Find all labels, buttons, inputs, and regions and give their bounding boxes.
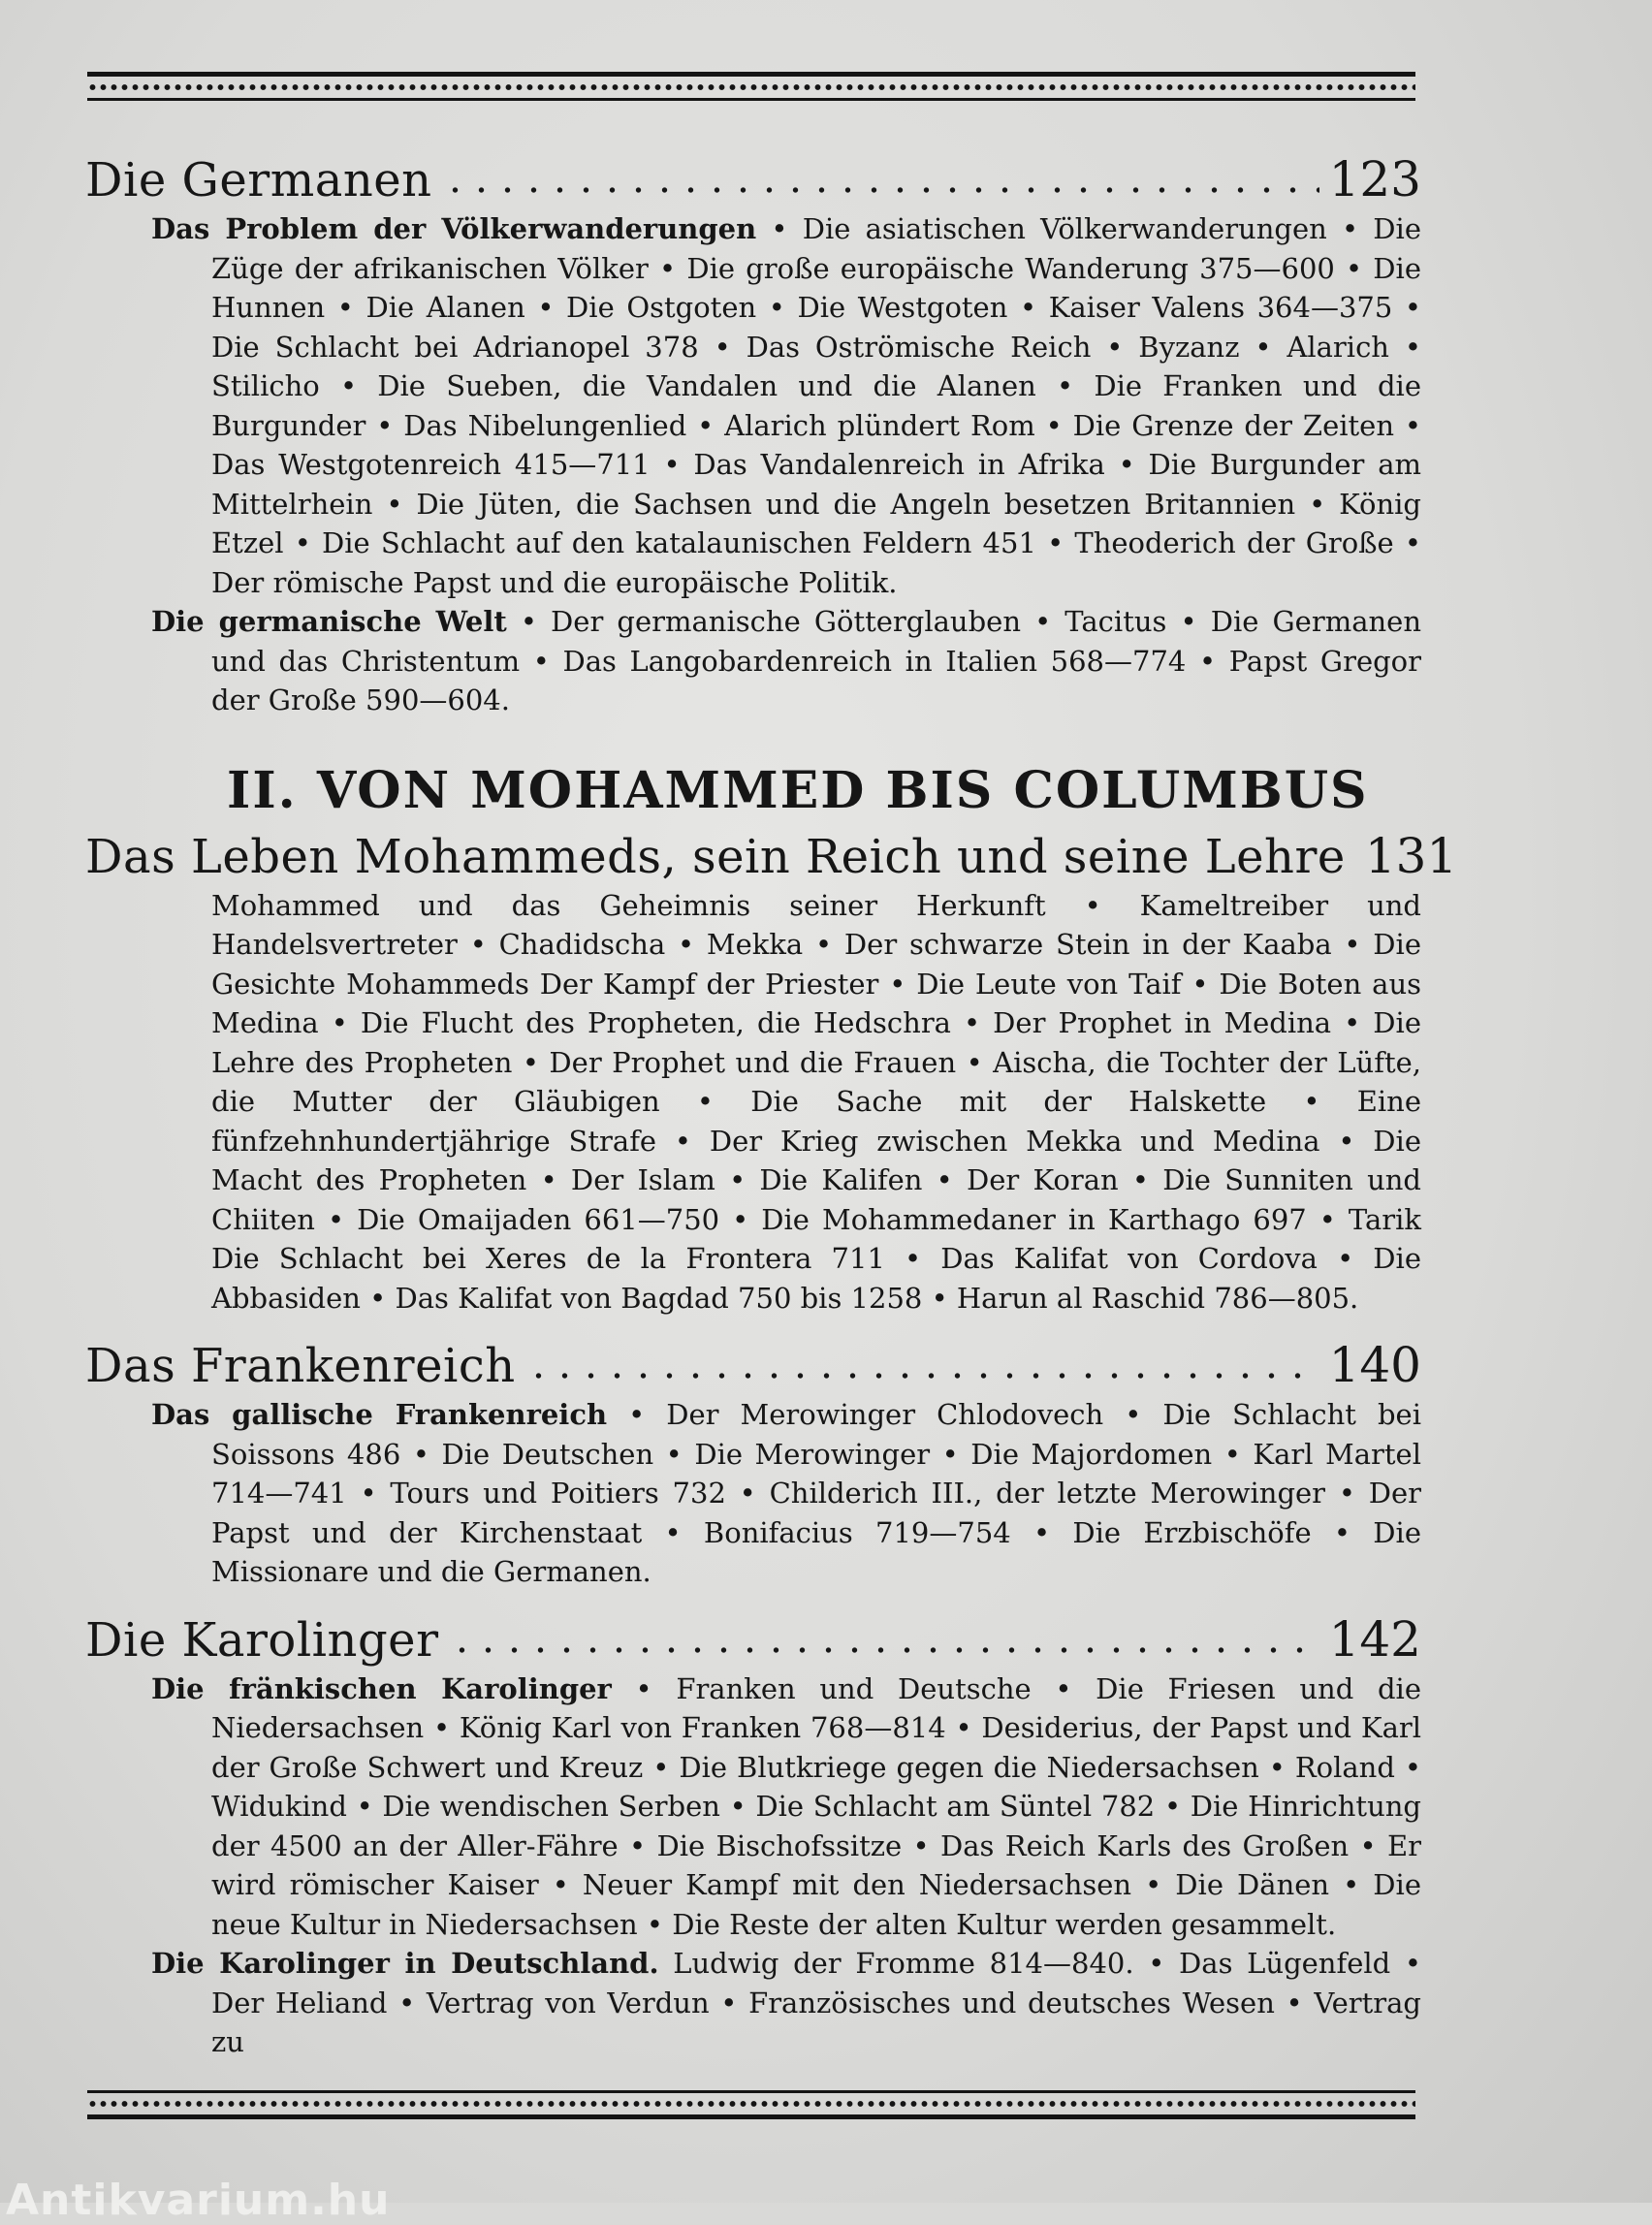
- bottom-rule-thick: [87, 2114, 1415, 2119]
- section-entry: [151, 1944, 1421, 2062]
- top-rule-thick: [87, 72, 1415, 77]
- section-lead: Das gallische Frankenreich: [151, 1398, 608, 1431]
- part-heading: II. VON MOHAMMED BIS COLUMBUS: [227, 760, 1369, 820]
- section-entry: [151, 602, 1421, 720]
- section-text: • Die asiatischen Völkerwanderungen • Die Züge der afrikanischen Völker • Die große europäische Wanderung 375—600 • Die Hunnen • Die Alanen • Die Ostgoten • Die Westgoten • Kaiser Valens 364—375 • Die Schlacht bei Adrianopel 378 • Das Oströmische Reich • Byzanz • Alarich • Stilicho • Die Sueben, die Vandalen und die Alanen • Die Franken und die Burgunder • Das Nibelungenlied • Alarich plündert Rom • Die Grenze der Zeiten • Das Westgotenreich 415—711 • Das Vandalenreich in Afrika • Die Burgunder am Mittelrhein • Die Jüten, die Sachsen und die Angeln besetzen Britannien • König Etzel • Die Schlacht auf den katalaunischen Feldern 451 • Theoderich der Große • Der römische Papst und die europäische Politik.: [211, 212, 1421, 599]
- dot-leader: [449, 1644, 1319, 1656]
- bottom-ornament-band: [87, 2090, 1415, 2123]
- watermark: Antikvarium.hu: [6, 2176, 391, 2225]
- section-entry: [151, 1395, 1421, 1592]
- spacer: [85, 1318, 1421, 1331]
- chapter-page-number: 123: [1328, 151, 1421, 207]
- top-rule-thin: [87, 98, 1415, 101]
- section-lead: Die Karolinger in Deutschland.: [151, 1947, 659, 1980]
- dot-leader: [442, 184, 1319, 196]
- section-lead: Die fränkischen Karolinger: [151, 1671, 612, 1705]
- section-text: • Franken und Deutsche • Die Friesen und die Niedersachsen • König Karl von Franken 768—814 • Desiderius, der Papst und Karl der Große Schwert und Kreuz • Die Blutkriege gegen die Niedersachsen • Roland • Widukind • Die wendischen Serben • Die Schlacht am Süntel 782 • Die Hinrichtung der 4500 an der Aller-Fähre • Die Bischofssitze • Das Reich Karls des Großen • Er wird römischer Kaiser • Neuer Kampf mit den Niedersachsen • Die Dänen • Die neue Kultur in Niedersachsen • Die Reste der alten Kultur werden gesammelt.: [211, 1671, 1421, 1941]
- dot-leader: [525, 1370, 1319, 1382]
- chapter-title: Das Frankenreich: [85, 1339, 516, 1393]
- chapter-heading: [85, 1611, 1421, 1668]
- section-text: Ludwig der Fromme 814—840. • Das Lügenfeld • Der Heliand • Vertrag von Verdun • Französisches und deutsches Wesen • Vertrag zu: [211, 1947, 1421, 2058]
- chapter-page-number: 140: [1328, 1337, 1421, 1393]
- section-text: Mohammed und das Geheimnis seiner Herkunft • Kameltreiber und Handelsvertreter • Chadidscha • Mekka • Der schwarze Stein in der Kaaba • Die Gesichte Mohammeds Der Kampf der Priester • Die Leute von Taif • Die Boten aus Medina • Die Flucht des Propheten, die Hedschra • Der Prophet in Medina • Die Lehre des Propheten • Der Prophet und die Frauen • Aischa, die Tochter der Lüfte, die Mutter der Gläubigen • Die Sache mit der Halskette • Eine fünfzehnhundertjährige Strafe • Der Krieg zwischen Mekka und Medina • Die Macht des Propheten • Der Islam • Die Kalifen • Der Koran • Die Sunniten und Chiiten • Die Omaijaden 661—750 • Die Mohammedaner in Karthago 697 • Tarik Die Schlacht bei Xeres de la Frontera 711 • Das Kalifat von Cordova • Die Abbasiden • Das Kalifat von Bagdad 750 bis 1258 • Harun al Raschid 786—805.: [211, 888, 1421, 1315]
- top-dot-border: [87, 80, 1415, 94]
- section-entry: [151, 1669, 1421, 1945]
- chapter-page-number: 142: [1328, 1610, 1421, 1668]
- section-lead: Das Problem der Völkerwanderungen: [151, 212, 757, 245]
- table-of-contents: [85, 145, 1458, 2062]
- chapter-heading: [85, 827, 1458, 884]
- chapter-title: Das Leben Mohammeds, sein Reich und seine Lehre: [85, 829, 1346, 884]
- bottom-rule-thin: [87, 2090, 1415, 2093]
- chapter-title: Die Karolinger: [85, 1612, 439, 1668]
- chapter-title: Die Germanen: [85, 153, 432, 207]
- spacer: [85, 1592, 1421, 1605]
- chapter-heading: [85, 151, 1421, 207]
- section-lead: Die germanische Welt: [151, 605, 507, 638]
- section-text: • Der Merowinger Chlodovech • Die Schlacht bei Soissons 486 • Die Deutschen • Die Merowinger • Die Majordomen • Karl Martel 714—741 • Tours und Poitiers 732 • Childerich III., der letzte Merowinger • Der Papst und der Kirchenstaat • Bonifacius 719—754 • Die Erzbischöfe • Die Missionare und die Germanen.: [211, 1398, 1421, 1588]
- chapter-page-number: 131: [1364, 827, 1458, 884]
- top-ornament-band: [87, 72, 1415, 105]
- section-entry: [211, 886, 1421, 1319]
- section-entry: [151, 209, 1421, 602]
- chapter-heading: [85, 1337, 1421, 1393]
- section-text: • Der germanische Götterglauben • Tacitus • Die Germanen und das Christentum • Das Langobardenreich in Italien 568—774 • Papst Gregor der Große 590—604.: [211, 605, 1422, 716]
- bottom-dot-border: [87, 2097, 1415, 2111]
